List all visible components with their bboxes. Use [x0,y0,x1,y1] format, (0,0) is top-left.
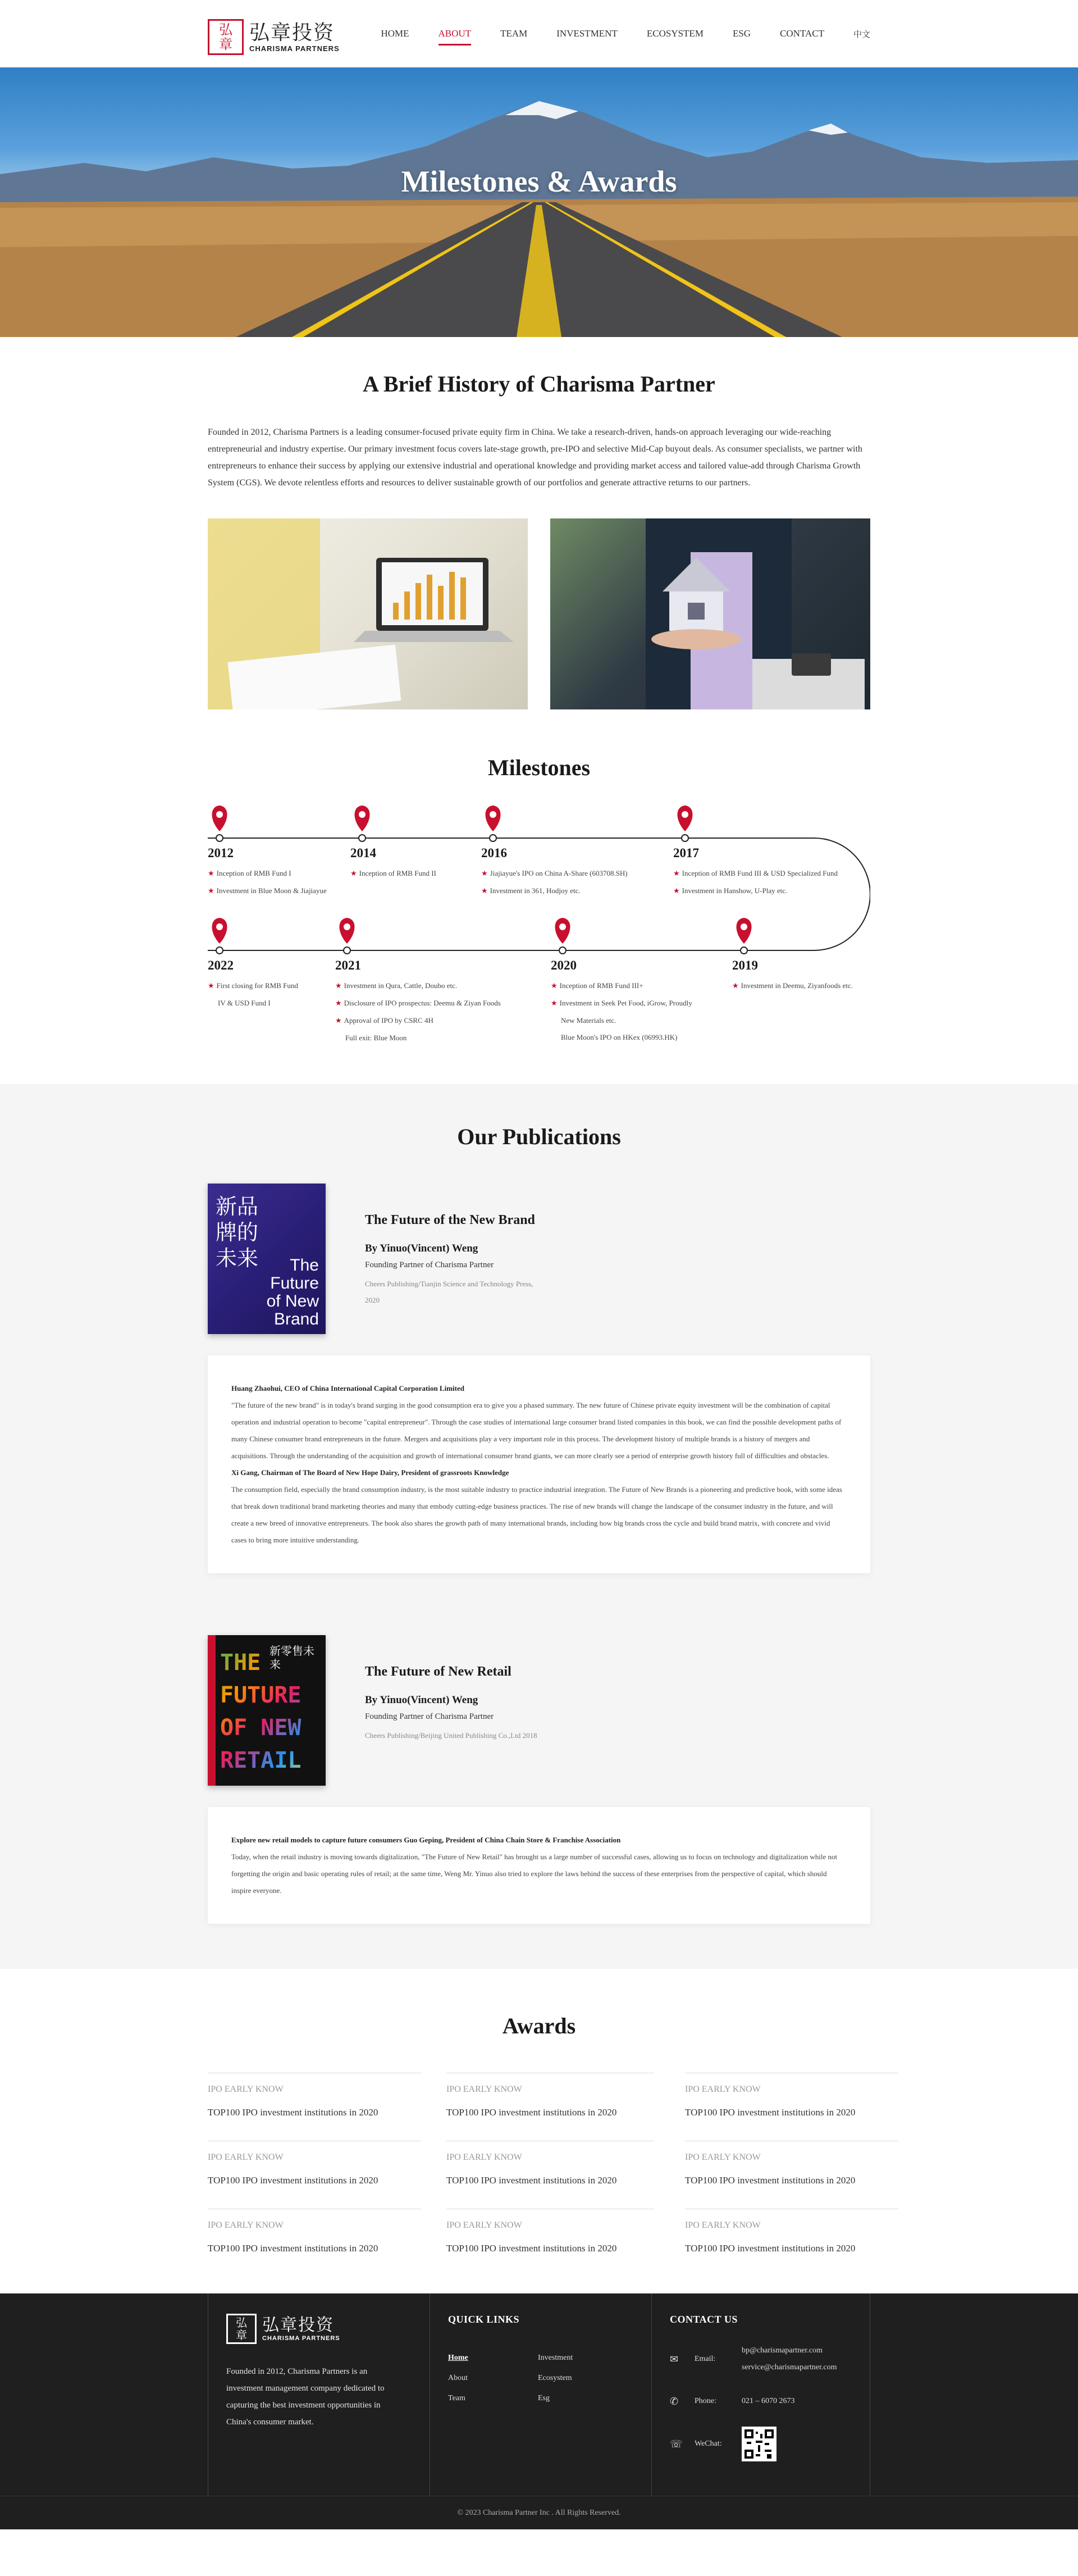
award-name: TOP100 IPO investment institutions in 2020 [208,2243,378,2254]
milestone-year: 2021 [335,958,361,972]
book-author: By Yinuo(Vincent) Weng [365,1694,478,1706]
milestone-year: 2022 [208,958,234,972]
milestone-2022 [208,958,331,1012]
email-label: Email: [695,2355,716,2363]
book-publisher: Cheers Publishing/Beijing United Publishing Co.,Ltd 2018 [365,1731,537,1740]
award-organization: IPO EARLY KNOW [446,2085,522,2094]
review-author: Explore new retail models to capture future consumers Guo Geping, President of China Chain Store & Franchise Association [231,1836,621,1844]
hero-landscape-image [0,67,1078,337]
footer-link-home[interactable]: Home [448,2354,468,2362]
award-card [208,2073,421,2118]
milestone-2016 [481,846,627,900]
award-name: TOP100 IPO investment institutions in 2020 [208,2107,378,2118]
email-service[interactable]: service@charismapartner.com [742,2363,837,2372]
timeline-track [208,803,870,1050]
copyright: © 2023 Charisma Partner Inc . All Rights Reserved. [0,2496,1078,2529]
milestone-2014 [350,846,496,882]
logo-chinese-name: 弘章投资 [262,2315,334,2335]
book-cover-english-title: THE FUTURE OF NEW RETAIL [220,1646,321,1777]
milestone-item: ★ Investment in Hanshow, U-Play etc. [673,886,788,895]
awards-title: Awards [502,2013,576,2038]
publications-title: Our Publications [457,1124,621,1149]
book-new-retail [208,1635,870,1786]
milestone-2019 [732,958,870,995]
review-text: Today, when the retail industry is moving towards digitalization, "The Future of New Retail" has brought us a large number of successful cases, allowing us to focus on technology and digitalization while not forgetting the origin and basic operating rules of retail; at the same time, Weng Mr. Yinuo also tried to explore the laws behind the success of these enterprises from the perspective of capital, which should inspire everyone. [231,1853,838,1895]
milestone-item: ★ Inception of RMB Fund III+ [551,981,643,990]
award-card [446,2141,654,2186]
hero-title: Milestones & Awards [401,165,677,198]
award-name: TOP100 IPO investment institutions in 2020 [446,2107,617,2118]
milestone-item: Full exit: Blue Moon [345,1034,407,1042]
milestone-item: ★ Inception of RMB Fund II [350,869,436,878]
milestone-item: Blue Moon's IPO on HKex (06993.HK) [561,1033,678,1041]
milestone-item: ★ Inception of RMB Fund III & USD Specialized Fund [673,869,838,878]
logo-seal: 弘章 [226,2314,257,2344]
site-header [0,0,1078,67]
logo-english-name: CHARISMA PARTNERS [262,2335,340,2342]
award-organization: IPO EARLY KNOW [685,2220,761,2230]
book-author-role: Founding Partner of Charisma Partner [365,1260,494,1269]
milestone-item: ★ Investment in Seek Pet Food, iGrow, Proudly [551,999,692,1008]
awards-grid [208,2073,870,2254]
milestone-item: ★ Investment in Qura, Cattle, Doubo etc. [335,981,458,990]
award-organization: IPO EARLY KNOW [446,2220,522,2230]
book-publisher: Cheers Publishing/Tianjin Science and Technology Press, 2020 [365,1280,533,1304]
logo-english-name: CHARISMA PARTNERS [249,44,340,53]
nav-investment[interactable]: INVESTMENT [556,28,618,39]
email-primary[interactable]: bp@charismapartner.com [742,2346,823,2355]
nav-ecosystem[interactable]: ECOSYSTEM [646,28,704,39]
book-cover-new-brand[interactable] [208,1184,326,1334]
quick-links-title: QUICK LINKS [448,2314,520,2325]
milestone-item: ★ First closing for RMB Fund [208,981,298,990]
book-new-brand [208,1184,870,1334]
award-organization: IPO EARLY KNOW [685,2152,761,2162]
footer-logo[interactable] [226,2314,412,2344]
nav-language-chinese[interactable]: 中文 [853,29,870,39]
milestone-item: IV & USD Fund I [218,999,271,1007]
logo-seal: 弘章 [208,19,244,55]
contact-title: CONTACT US [670,2314,738,2325]
history-text: Founded in 2012, Charisma Partners is a leading consumer-focused private equity firm in China. We take a research-driven, hands-on approach leveraging our wide-reaching entrepreneurial and industry expertise. Our primary investment focus covers late-stage growth, pre-IPO and selective Mid-Cap buyout deals. As consumer specialists, we partner with entrepreneurs to enhance their success by applying our extensive industrial and operational knowledge and providing market access and tailored value-add through Charisma Growth System (CGS). We devote relentless efforts and resources to deliver sustainable growth of our portfolios and generate attractive returns to our partners. [208,427,862,488]
laptop-chart-photo [208,518,528,709]
book-cover-english-title: The Future of New Brand [266,1256,319,1328]
review-author: Xi Gang, Chairman of The Board of New Hope Dairy, President of grassroots Knowledge [231,1468,509,1477]
book-author: By Yinuo(Vincent) Weng [365,1243,478,1254]
milestone-year: 2017 [673,846,699,860]
review-author: Huang Zhaohui, CEO of China International Capital Corporation Limited [231,1384,464,1392]
footer-description: Founded in 2012, Charisma Partners is an investment management company dedicated to capturing the best investment opportunities in China's consumer market. [226,2367,385,2427]
nav-esg[interactable]: ESG [732,28,751,39]
milestone-item: ★ Investment in Deemu, Ziyanfoods etc. [732,981,853,990]
wechat-label: WeChat: [695,2440,722,2448]
milestone-year: 2012 [208,846,234,860]
milestones-section [208,709,870,1050]
publications-section [0,1084,1078,1969]
milestone-item: New Materials etc. [561,1016,616,1025]
book-reviews-new-brand [208,1355,870,1573]
award-organization: IPO EARLY KNOW [208,2085,284,2094]
milestone-item: ★ Investment in 361, Hodjoy etc. [481,886,581,895]
award-card [685,2141,898,2186]
milestones-timeline [208,803,870,1050]
milestone-year: 2020 [551,958,577,972]
review-text: "The future of the new brand" is in today's brand surging in the good consumption era to give you a phased summary. The new future of Chinese private equity investment will be the combination of capital operation and industrial operation to become "capital entrepreneur". Through the case studies of international large consumer brand listed companies in this book, we can find the possible development paths of many Chinese consumer brand entrepreneurs in the future. Mergers and acquisitions play a very important role in this process. The development history of multiple brands is a history of mergers and acquisitions. Through the understanding of the acquisition and growth of international consumer brand giants, we can more clearly see a period of enterprise growth history full of difficulties and obstacles. [231,1401,842,1460]
milestone-item: ★ Disclosure of IPO prospectus: Deemu & Ziyan Foods [335,999,501,1008]
history-title: A Brief History of Charisma Partner [363,371,715,397]
milestone-item: ★ Jiajiayue's IPO on China A-Share (603708.SH) [481,869,628,878]
milestone-item: ★ Approval of IPO by CSRC 4H [335,1016,433,1025]
award-card [685,2073,898,2118]
phone-icon: ✆ [670,2395,679,2407]
footer-link-about[interactable]: About [448,2374,468,2382]
award-organization: IPO EARLY KNOW [685,2085,761,2094]
quick-links [448,2354,633,2403]
nav-home[interactable]: HOME [381,28,409,39]
book-title: The Future of New Retail [365,1664,511,1679]
logo-chinese-name: 弘章投资 [249,21,335,44]
awards-section [208,1969,870,2293]
award-organization: IPO EARLY KNOW [208,2220,284,2230]
award-card [685,2209,898,2254]
milestone-2012 [208,846,354,900]
award-name: TOP100 IPO investment institutions in 2020 [208,2175,378,2186]
contact-wechat [670,2427,852,2461]
award-card [208,2141,421,2186]
milestone-2017 [673,846,864,900]
phone-label: Phone: [695,2397,716,2405]
review-text: The consumption field, especially the brand consumption industry, is the most suitable industry to practice industrial integration. The Future of New Brands is a pioneering and predictive book, with some ideas that break down traditional brand marketing theories and many that embody cutting-edge business practices. The rise of new brands will change the landscape of the consumer industry in the future, and will create a new breed of innovative entrepreneurs. The book also shares the growth path of many international brands, including how big brands cross the cycle and build brand matrix, with concrete and vivid cases to bring more intuitive understanding. [231,1485,842,1544]
award-organization: IPO EARLY KNOW [446,2152,522,2162]
history-section [208,337,870,709]
milestone-item: ★ Inception of RMB Fund I [208,869,291,878]
hero-banner [0,67,1078,337]
nav-contact[interactable]: CONTACT [780,28,824,39]
contact-phone [670,2393,852,2410]
book-cover-new-retail[interactable] [208,1635,326,1786]
award-name: TOP100 IPO investment institutions in 2020 [685,2243,856,2254]
award-card [446,2209,654,2254]
phone-number[interactable]: 021 – 6070 2673 [742,2397,795,2405]
award-name: TOP100 IPO investment institutions in 2020 [685,2175,856,2186]
book-title: The Future of the New Brand [365,1213,535,1227]
nav-about[interactable]: ABOUT [438,28,472,45]
book-cover-chinese-title: 新品牌的未来 [216,1194,259,1271]
milestone-year: 2014 [350,846,376,860]
book-reviews-new-retail [208,1807,870,1924]
footer-link-team[interactable]: Team [448,2394,465,2402]
award-name: TOP100 IPO investment institutions in 2020 [685,2107,856,2118]
milestone-year: 2019 [732,958,758,972]
mail-icon: ✉ [670,2353,679,2365]
milestones-title: Milestones [487,755,591,780]
milestone-2021 [335,958,537,1046]
milestone-year: 2016 [481,846,507,860]
milestone-2020 [551,958,725,1046]
book-author-role: Founding Partner of Charisma Partner [365,1712,494,1721]
footer-link-esg[interactable]: Esg [538,2394,550,2402]
award-card [208,2209,421,2254]
house-model-photo [550,518,870,709]
award-name: TOP100 IPO investment institutions in 2020 [446,2243,617,2254]
award-organization: IPO EARLY KNOW [208,2152,284,2162]
award-card [446,2073,654,2118]
nav-team[interactable]: TEAM [500,28,528,39]
footer-link-investment[interactable]: Investment [538,2354,573,2362]
main-nav [351,28,870,45]
wechat-icon: ☏ [670,2438,683,2450]
award-name: TOP100 IPO investment institutions in 2020 [446,2175,617,2186]
footer-link-ecosystem[interactable]: Ecosystem [538,2374,572,2382]
contact-email [670,2342,852,2376]
wechat-qr-code [742,2427,776,2461]
logo[interactable] [208,19,340,55]
milestone-item: ★ Investment in Blue Moon & Jiajiayue [208,886,327,895]
site-footer [0,2293,1078,2529]
